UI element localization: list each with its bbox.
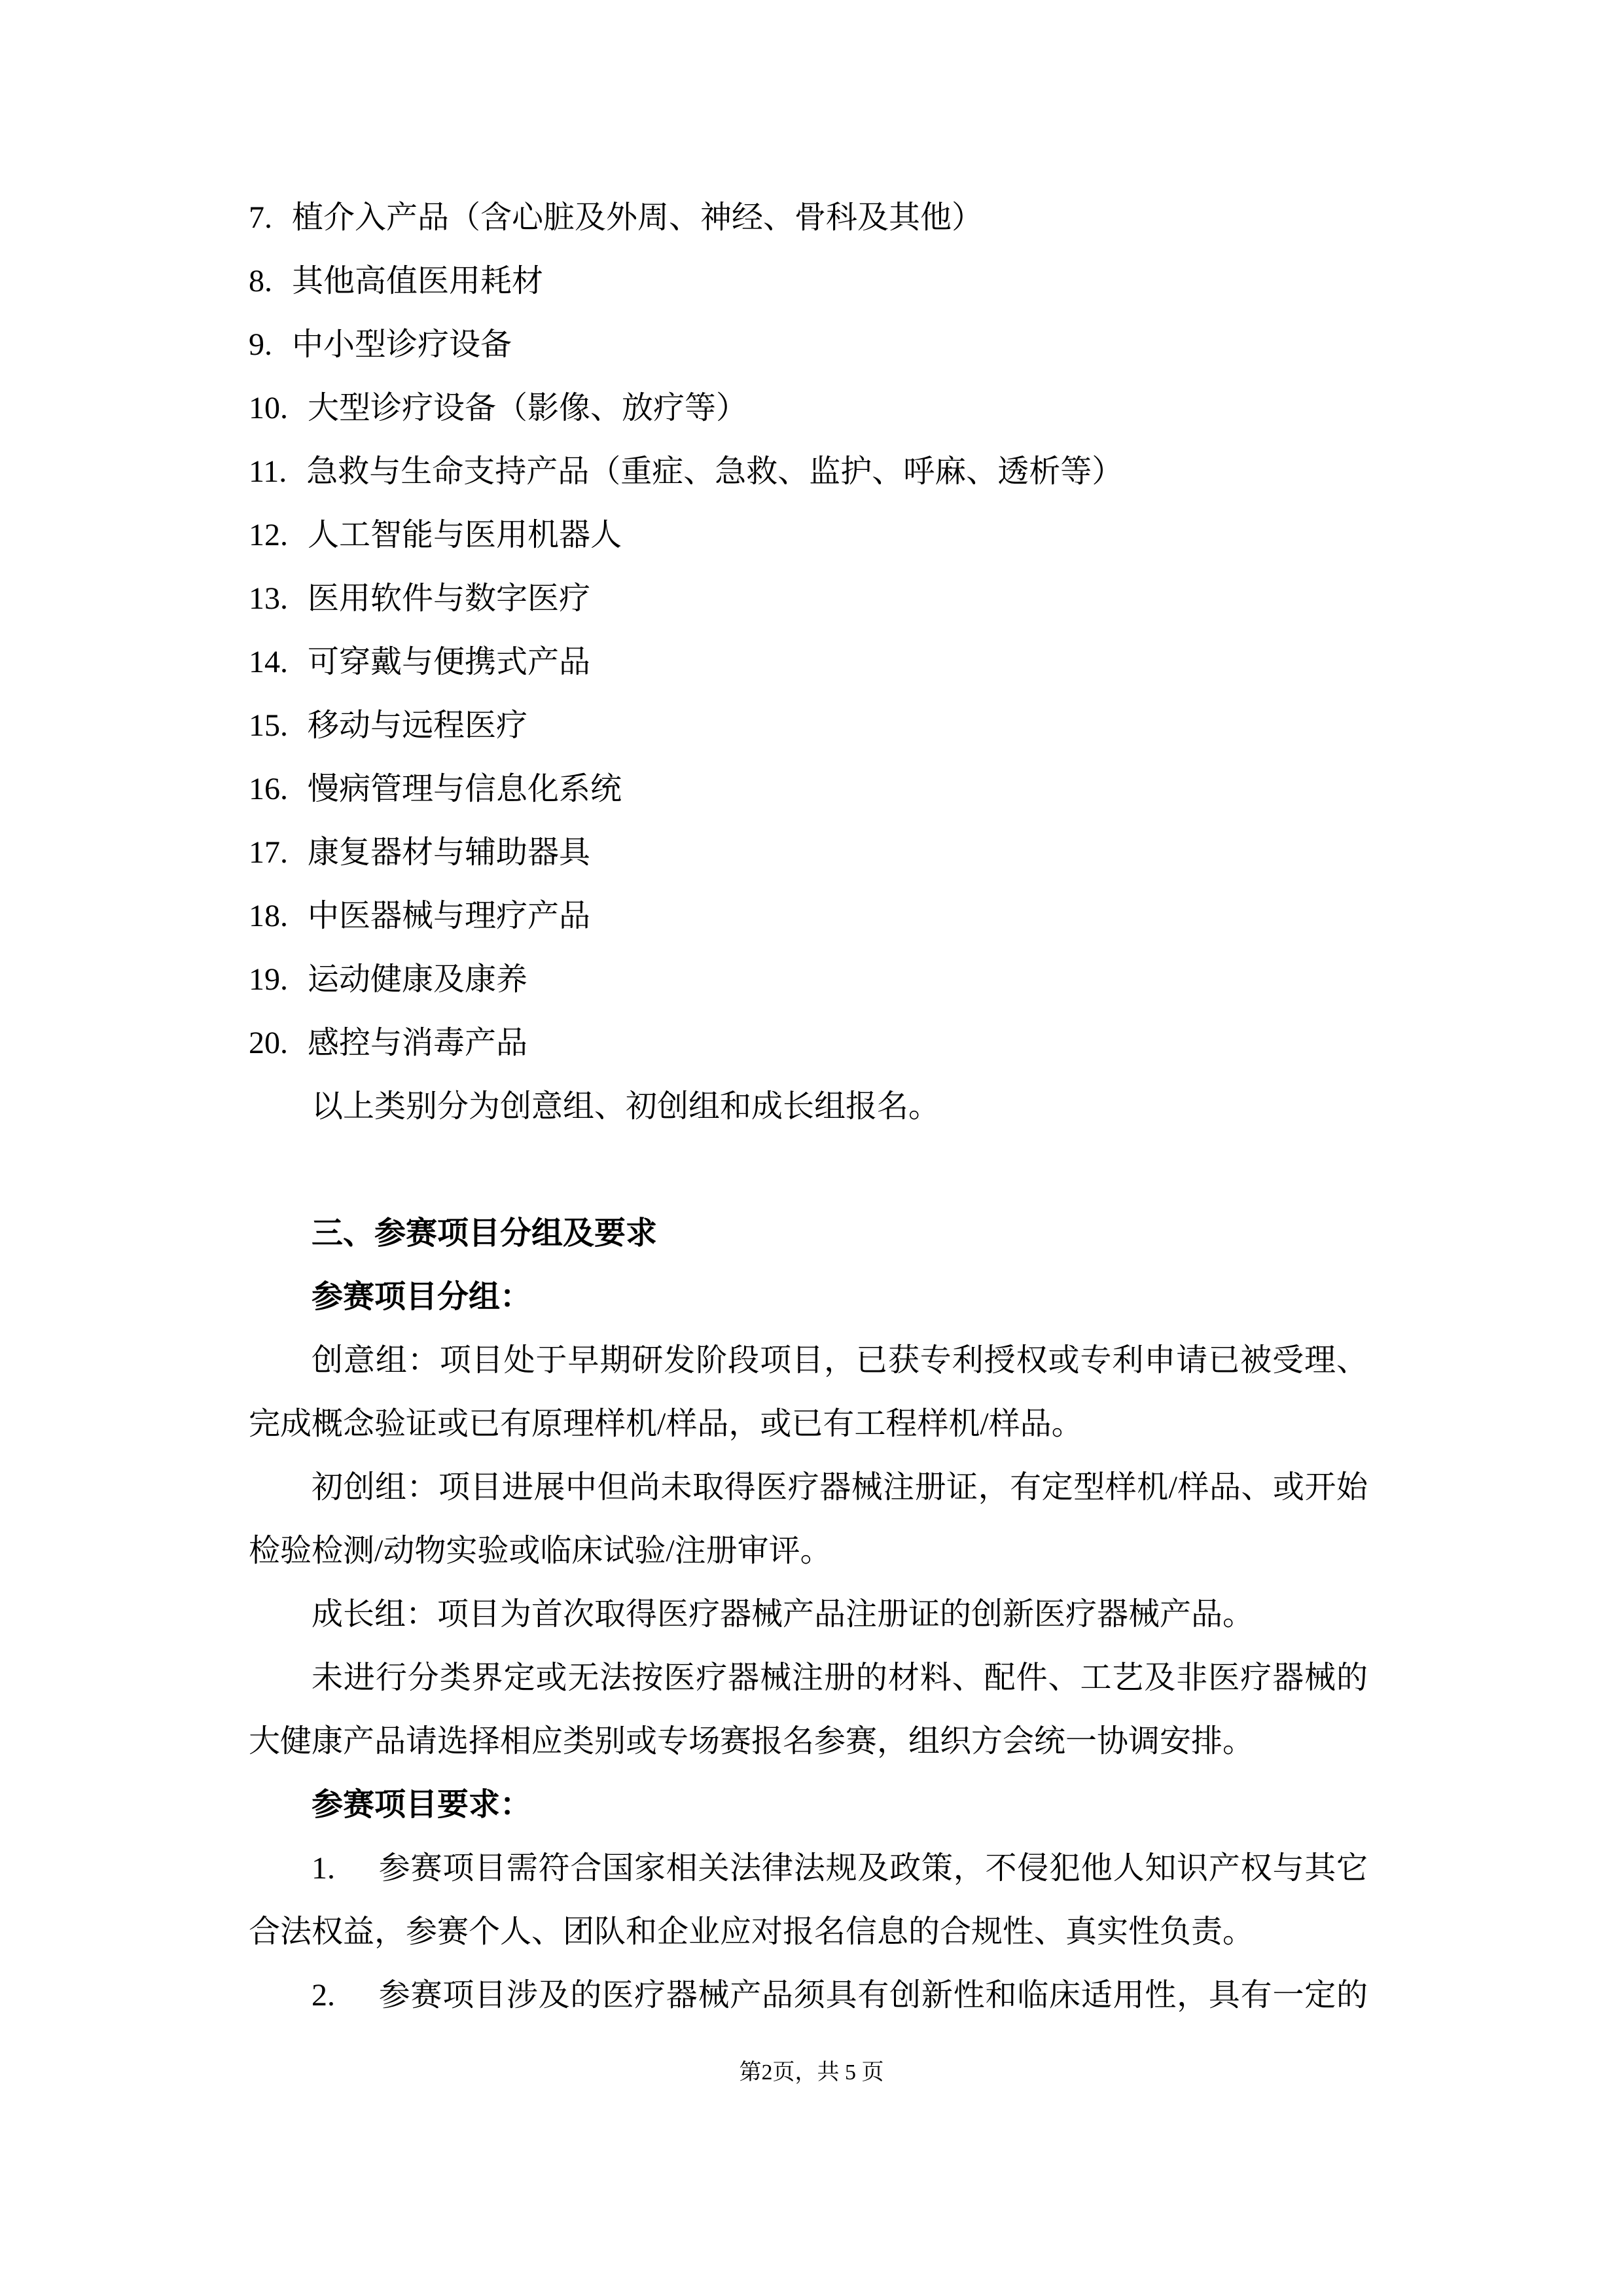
list-item-number: 19.: [249, 962, 288, 997]
list-item: [249, 630, 1368, 694]
list-item-number: 1.: [312, 1851, 335, 1886]
list-item: [249, 757, 1368, 821]
line-text: 康复器材与辅助器具: [308, 835, 591, 870]
paragraph-line: [249, 1900, 1368, 1964]
paragraph-line: [249, 1456, 1368, 1519]
list-item-number: 20.: [249, 1026, 288, 1060]
list-item-number: 11.: [249, 454, 287, 489]
section-heading: [249, 1202, 1368, 1265]
line-text: 未进行分类界定或无法按医疗器械注册的材料、配件、工艺及非医疗器械的: [312, 1660, 1368, 1695]
line-text: 检验检测/动物实验或临床试验/注册审评。: [249, 1534, 832, 1568]
list-item-number: 17.: [249, 835, 288, 870]
list-item: [249, 1837, 1368, 1900]
list-item: [249, 1964, 1368, 2027]
list-item-number: 14.: [249, 645, 288, 679]
line-text: 其他高值医用耗材: [292, 264, 544, 298]
line-text: 植介入产品（含心脏及外周、神经、骨科及其他）: [292, 200, 984, 235]
list-item: [249, 694, 1368, 757]
list-item: [249, 249, 1368, 313]
line-text: 中小型诊疗设备: [292, 327, 512, 362]
list-item: [249, 884, 1368, 948]
list-item: [249, 567, 1368, 630]
line-text: 可穿戴与便携式产品: [308, 645, 591, 679]
document-body: [249, 186, 1368, 2027]
paragraph-line: [249, 1646, 1368, 1710]
list-item-number: 16.: [249, 772, 288, 806]
list-item: [249, 948, 1368, 1011]
line-text: 慢病管理与信息化系统: [308, 772, 622, 806]
paragraph-line: [249, 1392, 1368, 1456]
paragraph-line: [249, 1329, 1368, 1392]
page-footer: 第2页，共 5 页: [739, 2060, 884, 2085]
line-text: 医用软件与数字医疗: [308, 581, 591, 616]
list-item-number: 13.: [249, 581, 288, 616]
sub-heading: [249, 1773, 1368, 1837]
line-text: 大型诊疗设备（影像、放疗等）: [308, 391, 748, 425]
line-text: 三、参赛项目分组及要求: [312, 1216, 658, 1251]
list-item: [249, 440, 1368, 503]
line-text: 以上类别分为创意组、初创组和成长组报名。: [312, 1089, 940, 1124]
line-text: 完成概念验证或已有原理样机/样品，或已有工程样机/样品。: [249, 1407, 1083, 1441]
line-text: 合法权益，参赛个人、团队和企业应对报名信息的合规性、真实性负责。: [249, 1914, 1255, 1949]
line-text: 中医器械与理疗产品: [308, 899, 591, 933]
list-item-number: 10.: [249, 391, 288, 425]
line-text: 急救与生命支持产品（重症、急救、监护、呼麻、透析等）: [306, 454, 1124, 489]
list-item: [249, 376, 1368, 440]
paragraph-line: [249, 1138, 1368, 1202]
line-text: 创意组：项目处于早期研发阶段项目，已获专利授权或专利申请已被受理、: [312, 1343, 1368, 1378]
list-item: [249, 186, 1368, 249]
list-item: [249, 1011, 1368, 1075]
list-item-number: 18.: [249, 899, 288, 933]
line-text: 参赛项目分组：: [312, 1280, 532, 1314]
line-text: 成长组：项目为首次取得医疗器械产品注册证的创新医疗器械产品。: [312, 1597, 1255, 1632]
paragraph-line: [249, 1075, 1368, 1138]
list-item: [249, 821, 1368, 884]
line-text: 运动健康及康养: [308, 962, 528, 997]
list-item-number: 15.: [249, 708, 288, 743]
list-item-number: 2.: [312, 1978, 335, 2013]
sub-heading: [249, 1265, 1368, 1329]
paragraph-line: [249, 1710, 1368, 1773]
line-text: 大健康产品请选择相应类别或专场赛报名参赛，组织方会统一协调安排。: [249, 1724, 1255, 1759]
line-text: 人工智能与医用机器人: [308, 518, 622, 552]
line-text: 初创组：项目进展中但尚未取得医疗器械注册证，有定型样机/样品、或开始: [312, 1470, 1368, 1505]
list-item-number: 9.: [249, 327, 272, 362]
line-text: 移动与远程医疗: [308, 708, 528, 743]
list-item-number: 12.: [249, 518, 288, 552]
line-text: 参赛项目要求：: [312, 1787, 532, 1822]
list-item-number: 7.: [249, 200, 272, 235]
list-item-number: 8.: [249, 264, 272, 298]
paragraph-line: [249, 1519, 1368, 1583]
line-text: 参赛项目涉及的医疗器械产品须具有创新性和临床适用性，具有一定的: [378, 1978, 1368, 2013]
list-item: [249, 503, 1368, 567]
list-item: [249, 313, 1368, 376]
paragraph-line: [249, 1583, 1368, 1646]
line-text: 感控与消毒产品: [308, 1026, 528, 1060]
line-text: 参赛项目需符合国家相关法律法规及政策，不侵犯他人知识产权与其它: [378, 1851, 1368, 1886]
